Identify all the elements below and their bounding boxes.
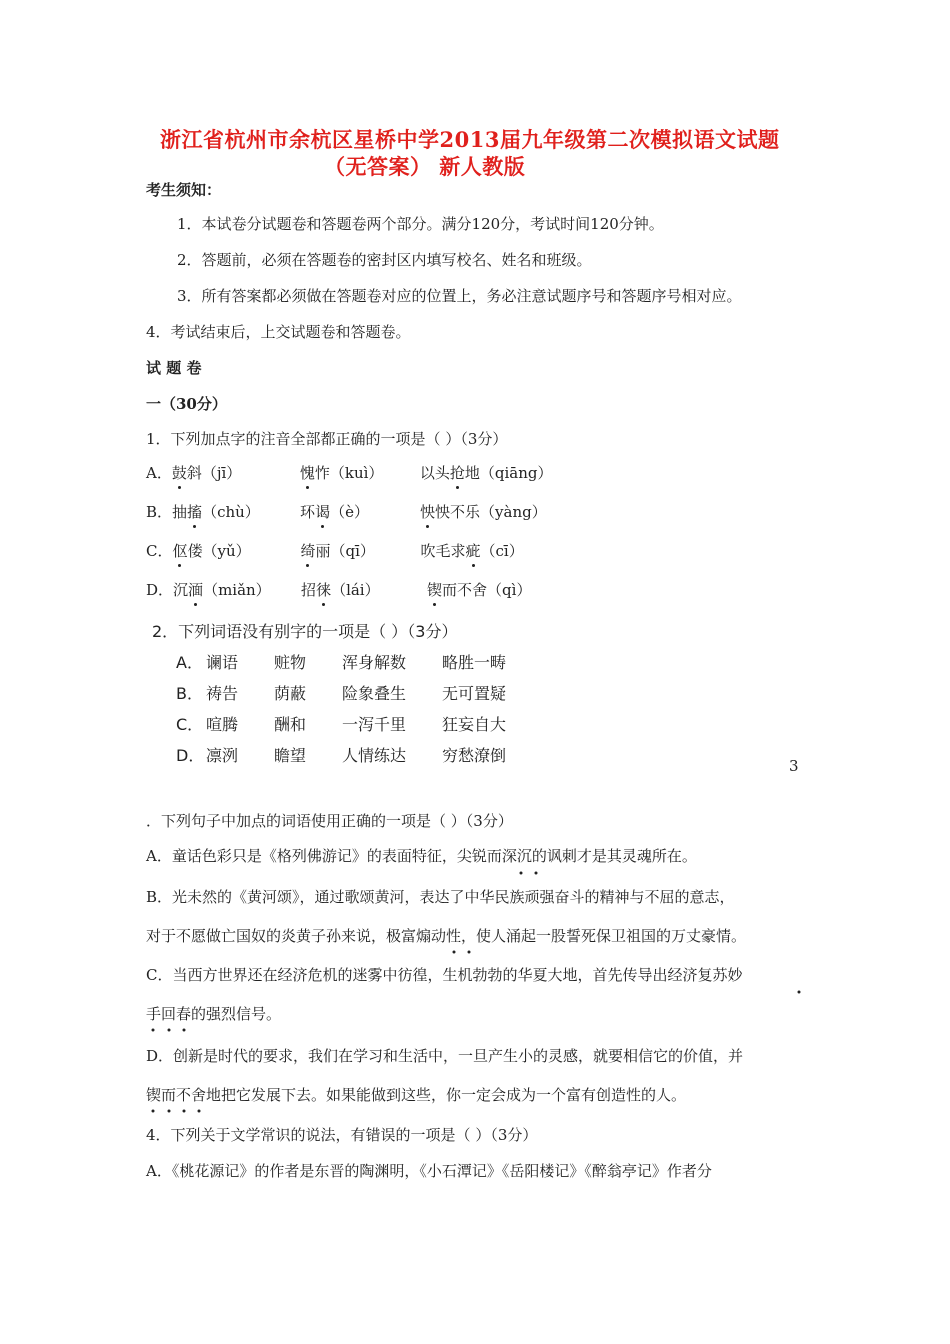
word: 浑身解数 bbox=[342, 653, 407, 672]
notice-heading: 考生须知： bbox=[146, 181, 222, 199]
option-label: A． bbox=[146, 464, 172, 482]
question-stem: ．下列句子中加点的词语使用正确的一项是（ ）（3分） bbox=[146, 812, 513, 830]
notice-item-2: 2．答题前，必须在答题卷的密封区内填写校名、姓名和班级。 bbox=[177, 251, 592, 269]
dotted-char: 鼓 bbox=[171, 464, 187, 482]
word: 险象叠生 bbox=[342, 684, 407, 703]
word: 瞻望 bbox=[274, 746, 307, 765]
q3-option-b-line2: 对于不愿做亡国奴的炎黄子孙来说，极富煽动性，使人涌起一股誓死保卫祖国的万丈豪情。 bbox=[146, 927, 747, 945]
option-label: A． bbox=[176, 653, 203, 672]
notice-item-1: 1．本试卷分试题卷和答题卷两个部分。满分120分，考试时间120分钟。 bbox=[177, 215, 664, 233]
q3-option-c-line1: C．当西方世界还在经济危机的迷雾中彷徨，生机勃勃的华夏大地，首先传导出经济复苏妙 bbox=[146, 966, 743, 984]
dotted-char: 谒 bbox=[315, 503, 331, 521]
dotted-char: 怏 bbox=[420, 503, 436, 521]
dotted-char: 伛 bbox=[172, 542, 188, 560]
option-label: C． bbox=[146, 542, 173, 560]
doc-title-line2: （无答案） 新人教版 bbox=[324, 154, 526, 179]
dotted-char: 锲 bbox=[427, 581, 443, 599]
option-label: C． bbox=[176, 715, 204, 734]
q3-option-b-line1: B．光未然的《黄河颂》，通过歌颂黄河，表达了中华民族顽强奋斗的精神与不屈的意志， bbox=[146, 888, 735, 906]
option-label: B． bbox=[146, 503, 173, 521]
q1-option-a: A．鼓斜（jī） 愧怍（kuì） 以头抢地（qiāng） bbox=[146, 464, 553, 482]
q3-option-d-line1: D．创新是时代的要求，我们在学习和生活中，一旦产生小的灵感，就要相信它的价值，并 bbox=[146, 1047, 744, 1065]
dotted-char: 抢 bbox=[449, 464, 465, 482]
word: 荫蔽 bbox=[274, 684, 307, 703]
word: 一泻千里 bbox=[342, 715, 407, 734]
q1-option-b: B．抽搐（chù） 环谒（è） 怏怏不乐（yàng） bbox=[146, 503, 547, 521]
word: 略胜一畴 bbox=[442, 653, 507, 672]
word: 喧腾 bbox=[206, 715, 239, 734]
option-label: D． bbox=[176, 746, 205, 765]
option-label: B． bbox=[176, 684, 203, 703]
word: 酬和 bbox=[274, 715, 307, 734]
option-label: D． bbox=[146, 581, 174, 599]
word: 穷愁潦倒 bbox=[442, 746, 507, 765]
q1-option-c: C．伛偻（yǔ） 绮丽（qī） 吹毛求疵（cī） bbox=[146, 542, 524, 560]
question-stem: 1．下列加点字的注音全部都正确的一项是（ ）（3分） bbox=[146, 430, 508, 448]
q1-option-d: D．沉湎（miǎn） 招徕（lái） 锲而不舍（qì） bbox=[146, 581, 532, 599]
dotted-char: 愧 bbox=[299, 464, 315, 482]
word: 人情练达 bbox=[342, 746, 407, 765]
word: 狂妄自大 bbox=[442, 715, 507, 734]
q4-option-a: A．《桃花源记》的作者是东晋的陶渊明，《小石潭记》《岳阳楼记》《醉翁亭记》作者分 bbox=[146, 1162, 712, 1180]
notice-item-4: 4．考试结束后，上交试题卷和答题卷。 bbox=[146, 323, 411, 341]
word: 凛洌 bbox=[206, 746, 239, 765]
question-number: 3 bbox=[789, 757, 799, 775]
word: 赃物 bbox=[274, 653, 307, 672]
dotted-char: 徕 bbox=[316, 581, 332, 599]
doc-title-line1: 浙江省杭州市余杭区星桥中学2013届九年级第二次模拟语文试题 bbox=[160, 127, 780, 152]
dotted-char: 疵 bbox=[465, 542, 481, 560]
paper-label: 试 题 卷 bbox=[146, 359, 202, 377]
q3-option-a: A．童话色彩只是《格列佛游记》的表面特征，尖锐而深沉的讽刺才是其灵魂所在。 bbox=[146, 847, 697, 865]
word: 无可置疑 bbox=[442, 684, 507, 703]
word: 祷告 bbox=[206, 684, 239, 703]
q3-option-d-line2: 锲而不舍地把它发展下去。如果能做到这些，你一定会成为一个富有创造性的人。 bbox=[146, 1086, 687, 1104]
question-stem: 2．下列词语没有别字的一项是（ ）（3分） bbox=[152, 622, 458, 641]
dotted-char: 绮 bbox=[300, 542, 316, 560]
notice-item-3: 3．所有答案都必须做在答题卷对应的位置上，务必注意试题序号和答题序号相对应。 bbox=[177, 287, 742, 305]
q3-option-c-line2: 手回春的强烈信号。 bbox=[146, 1005, 282, 1023]
dotted-char: 湎 bbox=[188, 581, 204, 599]
part-heading: 一（30分） bbox=[146, 395, 227, 413]
dotted-char: 搐 bbox=[187, 503, 203, 521]
question-stem: 4．下列关于文学常识的说法，有错误的一项是（ ）（3分） bbox=[146, 1126, 538, 1144]
word: 谰语 bbox=[206, 653, 239, 672]
